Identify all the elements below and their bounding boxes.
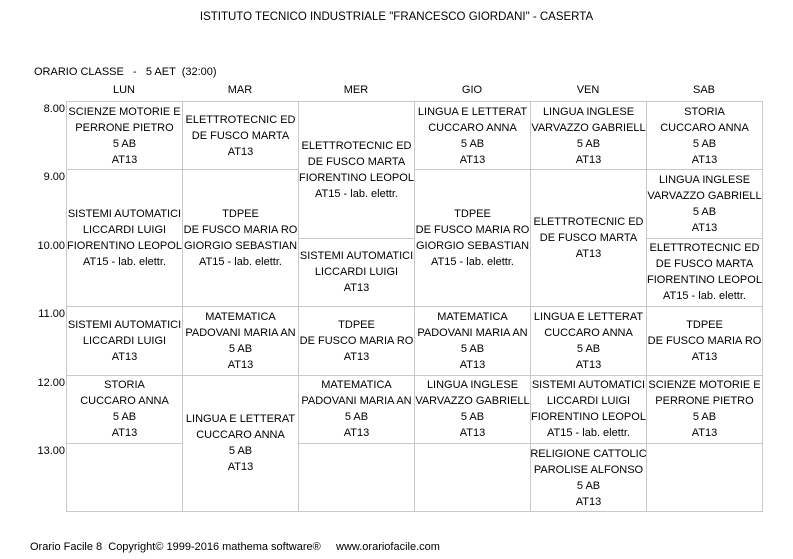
lesson-line: LINGUA INGLESE [658, 174, 751, 187]
lesson-line: CUCCARO ANNA [544, 326, 633, 339]
day-header-mer: MER [343, 84, 369, 96]
hour-label: 12.00 [37, 376, 65, 389]
lesson-cell [183, 170, 298, 306]
lesson-line: FIORENTINO LEOPOL [531, 411, 646, 424]
day-header-sab: SAB [692, 84, 715, 96]
hour-label: 11.00 [38, 308, 65, 321]
lesson-cell [299, 102, 414, 238]
lesson-line: AT13 [459, 153, 486, 166]
lesson-line: PADOVANI MARIA AN [185, 326, 296, 339]
lesson-line: 5 AB [112, 137, 137, 150]
lesson-line: CUCCARO ANNA [80, 395, 169, 408]
lesson-cell [67, 444, 182, 511]
lesson-line: PERRONE PIETRO [75, 121, 174, 134]
lesson-line: LINGUA E LETTERAT [417, 105, 528, 118]
lesson-line: AT13 [111, 427, 138, 440]
lesson-cell [67, 376, 182, 443]
lesson-line: TDPEE [686, 318, 723, 331]
school-title: ISTITUTO TECNICO INDUSTRIALE "FRANCESCO GIORDANI" - CASERTA [199, 11, 594, 23]
lesson-cell [183, 376, 298, 512]
lesson-line: LINGUA E LETTERAT [533, 310, 644, 323]
hour-label: 13.00 [37, 445, 65, 457]
lesson-line: AT13 [691, 153, 718, 166]
lesson-cell [299, 307, 414, 374]
class-header: ORARIO CLASSE - 5 AET (32:00) [34, 66, 217, 78]
lesson-cell [415, 170, 530, 306]
lesson-line: PERRONE PIETRO [655, 395, 754, 408]
lesson-cell [67, 102, 182, 169]
lesson-cell [531, 170, 646, 306]
lesson-line: SISTEMI AUTOMATICI [67, 208, 182, 221]
lesson-cell [67, 170, 182, 306]
lesson-line: AT15 - lab. elettr. [83, 256, 166, 269]
lesson-line: 5 AB [576, 342, 601, 355]
footer-copyright: Orario Facile 8 Copyright© 1999-2016 mathema software® www.orariofacile.com [30, 541, 440, 553]
lesson-line: 5 AB [344, 411, 369, 424]
lesson-line: AT13 [227, 461, 254, 474]
lesson-line: STORIA [684, 105, 725, 118]
lesson-cell [415, 444, 530, 511]
lesson-cell [531, 102, 646, 169]
lesson-line: LINGUA INGLESE [542, 105, 635, 118]
lesson-line: DE FUSCO MARIA RO [183, 224, 298, 237]
lesson-line: 5 AB [692, 206, 717, 219]
lesson-line: PAROLISE ALFONSO [533, 463, 644, 476]
lesson-cell [531, 376, 646, 443]
lesson-cell [183, 102, 298, 169]
lesson-line: MATEMATICA [437, 310, 508, 323]
lesson-cell [299, 444, 414, 511]
lesson-line: ELETTROTECNIC ED [649, 242, 760, 255]
lesson-cell [531, 307, 646, 374]
lesson-line: DE FUSCO MARTA [539, 232, 638, 245]
lesson-line: TDPEE [222, 208, 259, 221]
lesson-line: ELETTROTECNIC ED [301, 139, 412, 152]
lesson-line: TDPEE [454, 208, 491, 221]
lesson-line: GIORGIO SEBASTIAN [415, 240, 530, 253]
lesson-line: CUCCARO ANNA [660, 121, 749, 134]
lesson-line: LICCARDI LUIGI [314, 266, 399, 279]
lesson-line: ELETTROTECNIC ED [185, 113, 296, 126]
lesson-line: AT13 [575, 248, 602, 261]
day-header-ven: VEN [576, 84, 600, 96]
lesson-cell [415, 307, 530, 374]
lesson-cell [647, 170, 762, 237]
lesson-line: AT13 [111, 350, 138, 363]
day-header-gio: GIO [461, 84, 483, 96]
lesson-line: VARVAZZO GABRIELL [415, 395, 530, 408]
lesson-line: DE FUSCO MARIA RO [647, 334, 762, 347]
lesson-line: AT13 [691, 427, 718, 440]
lesson-line: AT15 - lab. elettr. [199, 256, 282, 269]
lesson-line: AT13 [575, 358, 602, 371]
grid-hline [66, 511, 763, 512]
lesson-line: AT13 [459, 427, 486, 440]
lesson-line: AT13 [343, 282, 370, 295]
lesson-line: DE FUSCO MARTA [191, 129, 290, 142]
lesson-line: GIORGIO SEBASTIAN [183, 240, 298, 253]
lesson-cell [647, 376, 762, 443]
lesson-line: LICCARDI LUIGI [82, 224, 167, 237]
lesson-line: 5 AB [460, 342, 485, 355]
lesson-line: AT13 [691, 350, 718, 363]
lesson-line: CUCCARO ANNA [196, 429, 285, 442]
lesson-line: MATEMATICA [205, 310, 276, 323]
lesson-line: SISTEMI AUTOMATICI [299, 250, 414, 263]
lesson-line: CUCCARO ANNA [428, 121, 517, 134]
day-header-mar: MAR [227, 84, 253, 96]
lesson-line: VARVAZZO GABRIELL [531, 121, 646, 134]
lesson-cell [183, 307, 298, 374]
lesson-line: 5 AB [576, 479, 601, 492]
lesson-line: AT13 [227, 358, 254, 371]
day-header-lun: LUN [112, 84, 135, 96]
lesson-line: 5 AB [460, 411, 485, 424]
lesson-line: DE FUSCO MARTA [655, 258, 754, 271]
lesson-line: AT13 [691, 222, 718, 235]
lesson-line: AT15 - lab. elettr. [315, 187, 398, 200]
lesson-line: SISTEMI AUTOMATICI [67, 318, 182, 331]
lesson-line: AT13 [575, 153, 602, 166]
lesson-line: 5 AB [460, 137, 485, 150]
lesson-line: AT13 [459, 358, 486, 371]
lesson-line: AT13 [343, 427, 370, 440]
lesson-line: AT13 [111, 153, 138, 166]
hour-label: 10.00 [37, 239, 65, 252]
lesson-line: MATEMATICA [321, 379, 392, 392]
hour-label: 8.00 [43, 103, 65, 115]
lesson-line: AT15 - lab. elettr. [547, 427, 630, 440]
lesson-line: AT13 [343, 350, 370, 363]
lesson-line: AT15 - lab. elettr. [431, 256, 514, 269]
lesson-line: AT15 - lab. elettr. [663, 290, 746, 303]
lesson-cell [415, 102, 530, 169]
lesson-line: FIORENTINO LEOPOL [299, 171, 414, 184]
lesson-line: 5 AB [228, 342, 253, 355]
lesson-cell [415, 376, 530, 443]
lesson-line: ELETTROTECNIC ED [533, 216, 644, 229]
lesson-cell [647, 102, 762, 169]
lesson-line: DE FUSCO MARIA RO [415, 224, 530, 237]
lesson-line: AT13 [575, 495, 602, 508]
lesson-cell [67, 307, 182, 374]
lesson-line: RELIGIONE CATTOLIC [530, 447, 647, 460]
lesson-line: 5 AB [692, 411, 717, 424]
lesson-line: 5 AB [112, 411, 137, 424]
lesson-line: 5 AB [692, 137, 717, 150]
lesson-line: FIORENTINO LEOPOL [67, 240, 182, 253]
lesson-line: SISTEMI AUTOMATICI [531, 379, 646, 392]
lesson-cell [531, 444, 646, 511]
lesson-line: LINGUA INGLESE [426, 379, 519, 392]
lesson-line: SCIENZE MOTORIE E [648, 379, 761, 392]
lesson-line: PADOVANI MARIA AN [301, 395, 412, 408]
lesson-line: PADOVANI MARIA AN [417, 326, 528, 339]
lesson-line: DE FUSCO MARTA [307, 155, 406, 168]
hour-label: 9.00 [43, 171, 65, 184]
lesson-cell [647, 307, 762, 374]
lesson-line: 5 AB [576, 137, 601, 150]
lesson-line: LINGUA E LETTERAT [185, 413, 296, 426]
lesson-cell [647, 444, 762, 511]
lesson-line: LICCARDI LUIGI [82, 334, 167, 347]
lesson-line: LICCARDI LUIGI [546, 395, 631, 408]
lesson-line: STORIA [104, 379, 145, 392]
lesson-line: VARVAZZO GABRIELL [647, 190, 762, 203]
lesson-line: AT13 [227, 145, 254, 158]
lesson-line: TDPEE [338, 318, 375, 331]
lesson-cell [647, 239, 762, 306]
lesson-line: FIORENTINO LEOPOL [647, 274, 762, 287]
lesson-cell [299, 239, 414, 306]
lesson-line: SCIENZE MOTORIE E [68, 105, 181, 118]
lesson-cell [299, 376, 414, 443]
lesson-line: 5 AB [228, 445, 253, 458]
lesson-line: DE FUSCO MARIA RO [299, 334, 414, 347]
